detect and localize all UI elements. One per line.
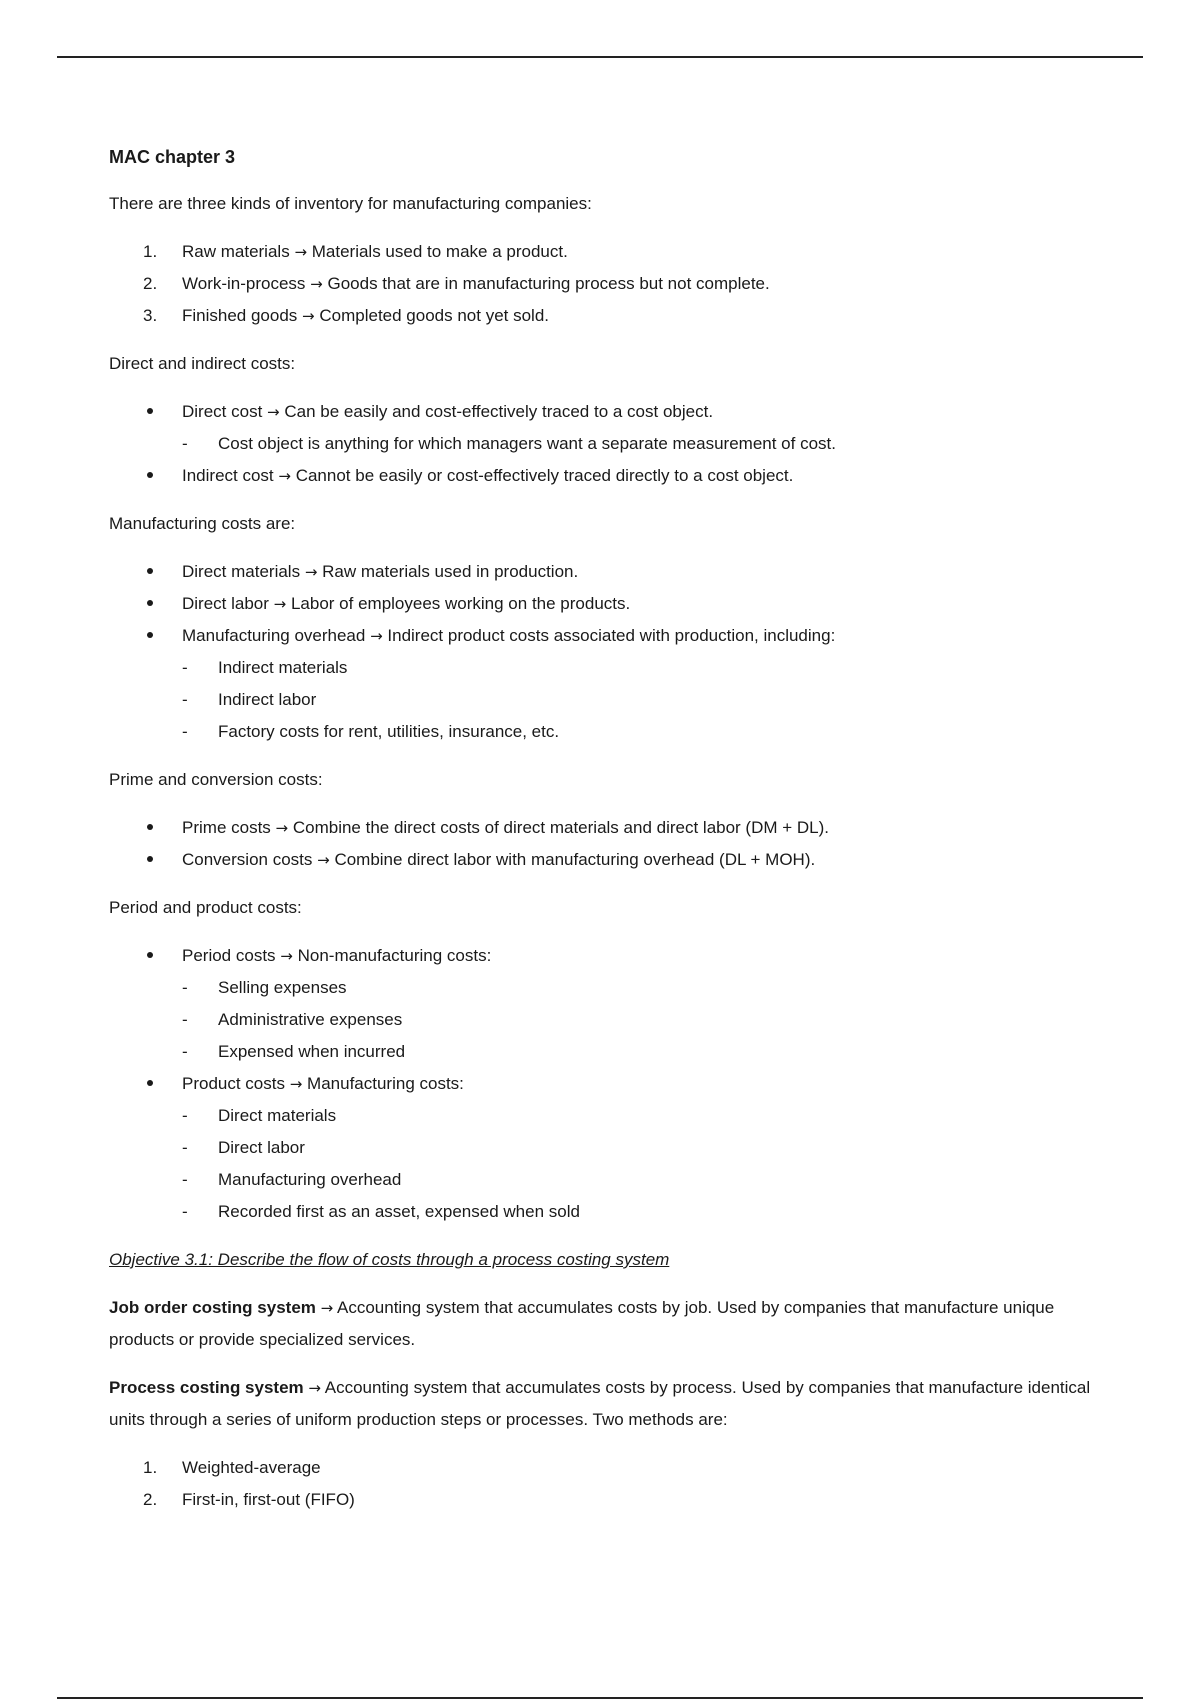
process-costing-term: Process costing system [109, 1378, 304, 1397]
sub-list-item [109, 1196, 1109, 1228]
bullet-icon [147, 396, 171, 428]
arrow-icon: → [302, 307, 315, 325]
item-desc: Manufacturing costs: [307, 1074, 464, 1093]
item-term: Period costs [182, 946, 276, 965]
item-desc: Cannot be easily or cost-effectively traced directly to a cost object. [295, 466, 794, 485]
list-item [109, 396, 1109, 428]
sub-item-text: Administrative expenses [218, 1010, 403, 1029]
direct-indirect-list [109, 396, 1109, 492]
list-item [109, 620, 1109, 652]
sub-item-text: Selling expenses [218, 978, 347, 997]
sub-list-item [109, 428, 1109, 460]
bullet-icon [147, 1068, 171, 1100]
list-item [109, 1068, 1109, 1100]
item-desc: Raw materials used in production. [322, 562, 579, 581]
dash-icon: - [182, 1202, 188, 1221]
method-label: Weighted-average [182, 1458, 321, 1477]
dash-icon: - [182, 1138, 188, 1157]
list-item [109, 844, 1109, 876]
list-item [109, 1452, 1109, 1484]
prime-conversion-intro: Prime and conversion costs: [109, 770, 323, 789]
sub-list-item [109, 972, 1109, 1004]
dash-icon: - [182, 1042, 188, 1061]
sub-item-text: Factory costs for rent, utilities, insurance, etc. [218, 722, 560, 741]
arrow-icon: → [317, 851, 330, 869]
list-number: 1. [143, 242, 158, 261]
arrow-icon: → [320, 1299, 334, 1317]
dash-icon: - [182, 722, 188, 741]
inventory-list [109, 236, 1109, 332]
item-desc: Non-manufacturing costs: [297, 946, 492, 965]
sub-list-item [109, 1164, 1109, 1196]
list-item [109, 556, 1109, 588]
sub-list-item [109, 1004, 1109, 1036]
sub-item-text: Cost object is anything for which managers want a separate measurement of cost. [218, 434, 836, 453]
sub-item-text: Expensed when incurred [218, 1042, 406, 1061]
item-desc: Indirect product costs associated with production, including: [387, 626, 836, 645]
list-number: 2. [143, 1490, 158, 1509]
process-costing-desc: Accounting system that accumulates costs by process. Used by companies that manufacture identical units through a series of uniform production steps or processes. Two methods are: [109, 1378, 1091, 1429]
arrow-icon: → [275, 819, 289, 837]
sub-item-text: Recorded first as an asset, expensed when sold [218, 1202, 580, 1221]
item-term: Raw materials [182, 242, 290, 261]
sub-item-text: Direct labor [218, 1138, 305, 1157]
sub-list-item [109, 652, 1109, 684]
sub-list-item [109, 684, 1109, 716]
item-term: Product costs [182, 1074, 285, 1093]
sub-list-item [109, 1100, 1109, 1132]
list-number: 3. [143, 306, 158, 325]
manufacturing-intro: Manufacturing costs are: [109, 514, 296, 533]
sub-item-text: Direct materials [218, 1106, 337, 1125]
sub-list-item [109, 1036, 1109, 1068]
process-costing-paragraph [109, 1372, 1109, 1436]
dash-icon: - [182, 658, 188, 677]
item-term: Direct labor [182, 594, 269, 613]
item-desc: Goods that are in manufacturing process but not complete. [327, 274, 770, 293]
arrow-icon: → [278, 467, 291, 485]
dash-icon: - [182, 1010, 188, 1029]
item-desc: Combine direct labor with manufacturing overhead (DL + MOH). [334, 850, 816, 869]
bullet-icon [147, 620, 171, 652]
item-term: Manufacturing overhead [182, 626, 366, 645]
item-desc: Completed goods not yet sold. [319, 306, 550, 325]
item-desc: Labor of employees working on the products. [290, 594, 631, 613]
item-term: Direct cost [182, 402, 263, 421]
sub-list-item [109, 716, 1109, 748]
bullet-icon [147, 556, 171, 588]
dash-icon: - [182, 978, 188, 997]
document-body [109, 142, 1109, 1532]
bullet-icon [147, 588, 171, 620]
item-desc: Can be easily and cost-effectively traced to a cost object. [284, 402, 714, 421]
arrow-icon: → [294, 243, 308, 261]
header-rule [57, 56, 1143, 58]
arrow-icon: → [280, 947, 293, 965]
arrow-icon: → [304, 563, 318, 581]
item-term: Work-in-process [182, 274, 306, 293]
dash-icon: - [182, 1170, 188, 1189]
list-item [109, 236, 1109, 268]
item-term: Prime costs [182, 818, 271, 837]
arrow-icon: → [289, 1075, 303, 1093]
arrow-icon: → [310, 275, 323, 293]
list-item [109, 940, 1109, 972]
arrow-icon: → [267, 403, 280, 421]
bullet-icon [147, 940, 171, 972]
list-item [109, 300, 1109, 332]
arrow-icon: → [308, 1379, 321, 1397]
sub-item-text: Manufacturing overhead [218, 1170, 402, 1189]
item-term: Conversion costs [182, 850, 313, 869]
period-product-list [109, 940, 1109, 1228]
objective-heading: Objective 3.1: Describe the flow of costs through a process costing system [109, 1250, 670, 1269]
direct-indirect-intro: Direct and indirect costs: [109, 354, 296, 373]
item-term: Indirect cost [182, 466, 274, 485]
job-order-paragraph [109, 1292, 1109, 1356]
list-item [109, 588, 1109, 620]
arrow-icon: → [273, 595, 287, 613]
bullet-icon [147, 812, 171, 844]
inventory-intro: There are three kinds of inventory for manufacturing companies: [109, 194, 592, 213]
list-item [109, 268, 1109, 300]
item-desc: Combine the direct costs of direct materials and direct labor (DM + DL). [292, 818, 830, 837]
arrow-icon: → [370, 627, 383, 645]
prime-conversion-list [109, 812, 1109, 876]
list-number: 1. [143, 1458, 158, 1477]
list-item [109, 812, 1109, 844]
sub-list-item [109, 1132, 1109, 1164]
page-title: MAC chapter 3 [109, 147, 236, 167]
list-item [109, 460, 1109, 492]
bullet-icon [147, 844, 171, 876]
item-term: Finished goods [182, 306, 298, 325]
method-label: First-in, first-out (FIFO) [182, 1490, 355, 1509]
period-product-intro: Period and product costs: [109, 898, 302, 917]
dash-icon: - [182, 434, 188, 453]
manufacturing-list [109, 556, 1109, 748]
sub-item-text: Indirect labor [218, 690, 317, 709]
list-number: 2. [143, 274, 158, 293]
sub-item-text: Indirect materials [218, 658, 348, 677]
job-order-desc: Accounting system that accumulates costs by job. Used by companies that manufacture unique products or provide specialized services. [109, 1298, 1055, 1349]
item-term: Direct materials [182, 562, 301, 581]
item-desc: Materials used to make a product. [311, 242, 568, 261]
bullet-icon [147, 460, 171, 492]
dash-icon: - [182, 1106, 188, 1125]
dash-icon: - [182, 690, 188, 709]
process-methods-list [109, 1452, 1109, 1516]
job-order-term: Job order costing system [109, 1298, 316, 1317]
list-item [109, 1484, 1109, 1516]
footer-rule [57, 1697, 1143, 1699]
